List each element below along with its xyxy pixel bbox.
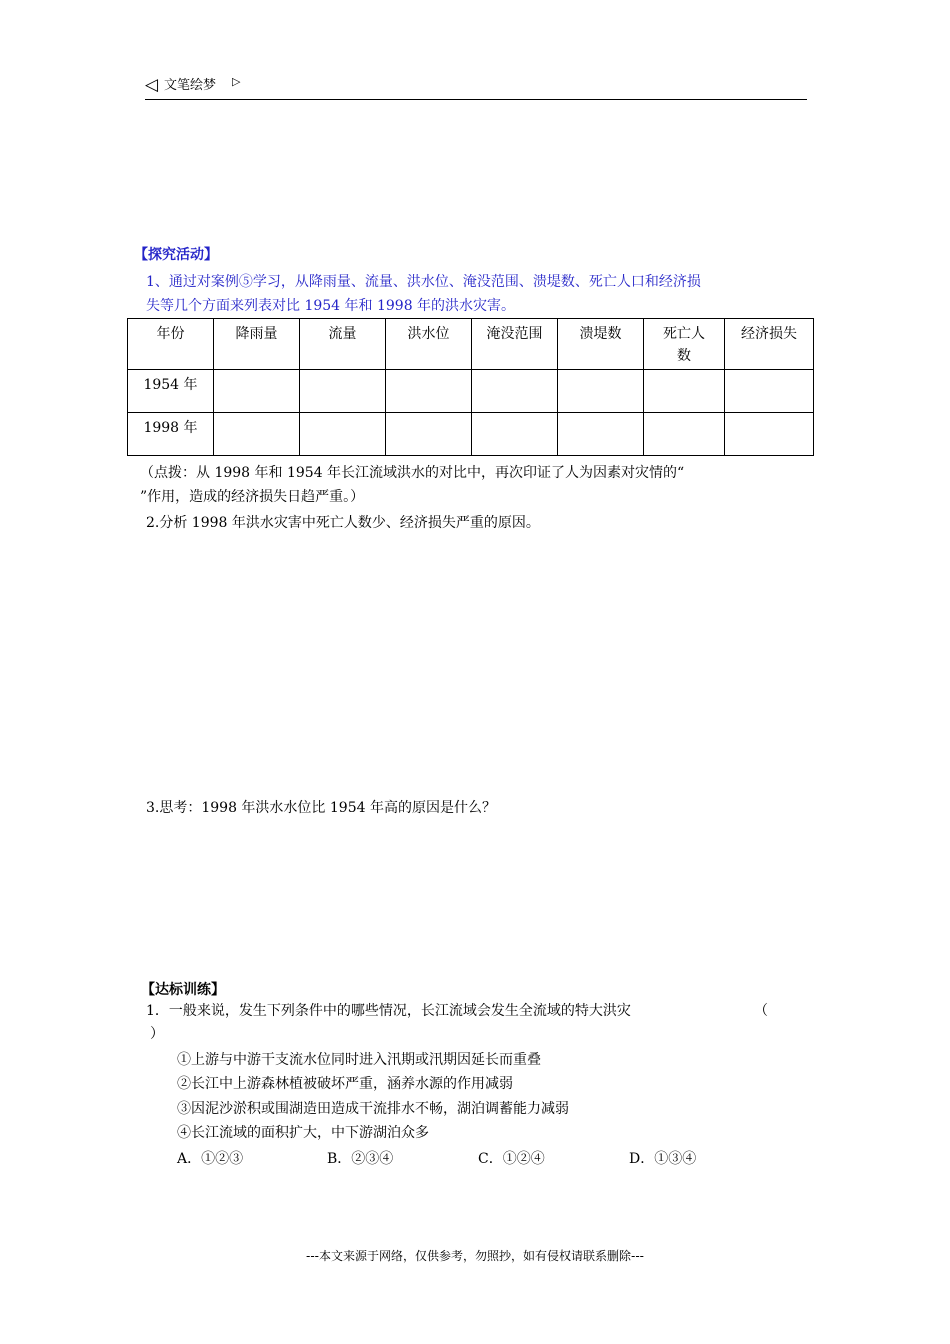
table-header-cell: 降雨量	[214, 319, 300, 370]
triangle-left-icon: ◁	[145, 75, 159, 95]
table-header-cell: 流量	[300, 319, 386, 370]
table-row	[128, 370, 814, 413]
table-header-cell	[644, 319, 725, 370]
table-header-cell: 淹没范围	[472, 319, 558, 370]
table-header-row	[128, 319, 814, 370]
table-header-cell: 经济损失	[725, 319, 814, 370]
table-cell-year: 1954 年	[128, 370, 214, 413]
table-cell[interactable]	[472, 370, 558, 413]
option-item: ④长江流域的面积扩大，中下游湖泊众多	[177, 1125, 429, 1141]
practice-q1: 1．一般来说，发生下列条件中的哪些情况，长江流域会发生全流域的特大洪灾	[146, 1003, 631, 1019]
explore-q1-line1: 1、通过对案例⑤学习，从降雨量、流量、洪水位、淹没范围、溃堤数、死亡人口和经济损	[146, 274, 701, 290]
header-title: 文笔绘梦	[164, 78, 217, 93]
table-cell[interactable]	[644, 413, 725, 456]
table-cell[interactable]	[214, 370, 300, 413]
answer-paren-open: （	[754, 1003, 768, 1019]
table-cell[interactable]	[558, 413, 644, 456]
table-header-cell: 洪水位	[386, 319, 472, 370]
table-header-cell: 年份	[128, 319, 214, 370]
explore-q3: 3.思考：1998 年洪水水位比 1954 年高的原因是什么？	[146, 800, 496, 816]
page-header	[145, 73, 807, 100]
table-cell-year: 1998 年	[128, 413, 214, 456]
header-death-line2: 数	[677, 348, 691, 364]
explore-heading: 【探究活动】	[134, 247, 218, 263]
choice-b[interactable]: B．②③④	[327, 1151, 394, 1167]
table-row	[128, 413, 814, 456]
table-cell[interactable]	[558, 370, 644, 413]
answer-paren-close: ）	[150, 1026, 164, 1042]
table-cell[interactable]	[386, 370, 472, 413]
comparison-table	[127, 318, 814, 456]
table-cell[interactable]	[300, 413, 386, 456]
hint-line2: ”作用，造成的经济损失日趋严重。）	[140, 489, 365, 505]
triangle-right-icon: ▷	[232, 75, 241, 88]
practice-heading: 【达标训练】	[141, 982, 225, 998]
choice-c[interactable]: C．①②④	[478, 1151, 545, 1167]
table-cell[interactable]	[644, 370, 725, 413]
table-cell[interactable]	[725, 413, 814, 456]
option-item: ③因泥沙淤积或围湖造田造成干流排水不畅，湖泊调蓄能力减弱	[177, 1101, 569, 1117]
hint-line1: （点拨：从 1998 年和 1954 年长江流域洪水的对比中，再次印证了人为因素对灾情的“	[140, 465, 685, 481]
table-cell[interactable]	[725, 370, 814, 413]
option-item: ①上游与中游干支流水位同时进入汛期或汛期因延长而重叠	[177, 1052, 541, 1068]
choice-a[interactable]: A．①②③	[177, 1151, 244, 1167]
option-item: ②长江中上游森林植被破坏严重，涵养水源的作用减弱	[177, 1076, 513, 1092]
table-cell[interactable]	[214, 413, 300, 456]
table-cell[interactable]	[300, 370, 386, 413]
explore-q2: 2.分析 1998 年洪水灾害中死亡人数少、经济损失严重的原因。	[146, 515, 540, 531]
table-cell[interactable]	[386, 413, 472, 456]
table-cell[interactable]	[472, 413, 558, 456]
table-header-cell: 溃堤数	[558, 319, 644, 370]
choice-d[interactable]: D．①③④	[629, 1151, 697, 1167]
explore-q1-line2: 失等几个方面来列表对比 1954 年和 1998 年的洪水灾害。	[146, 298, 516, 314]
page-footer: ---本文来源于网络，仅供参考，勿照抄，如有侵权请联系删除---	[306, 1249, 644, 1263]
header-death-line1: 死亡人	[663, 326, 705, 342]
